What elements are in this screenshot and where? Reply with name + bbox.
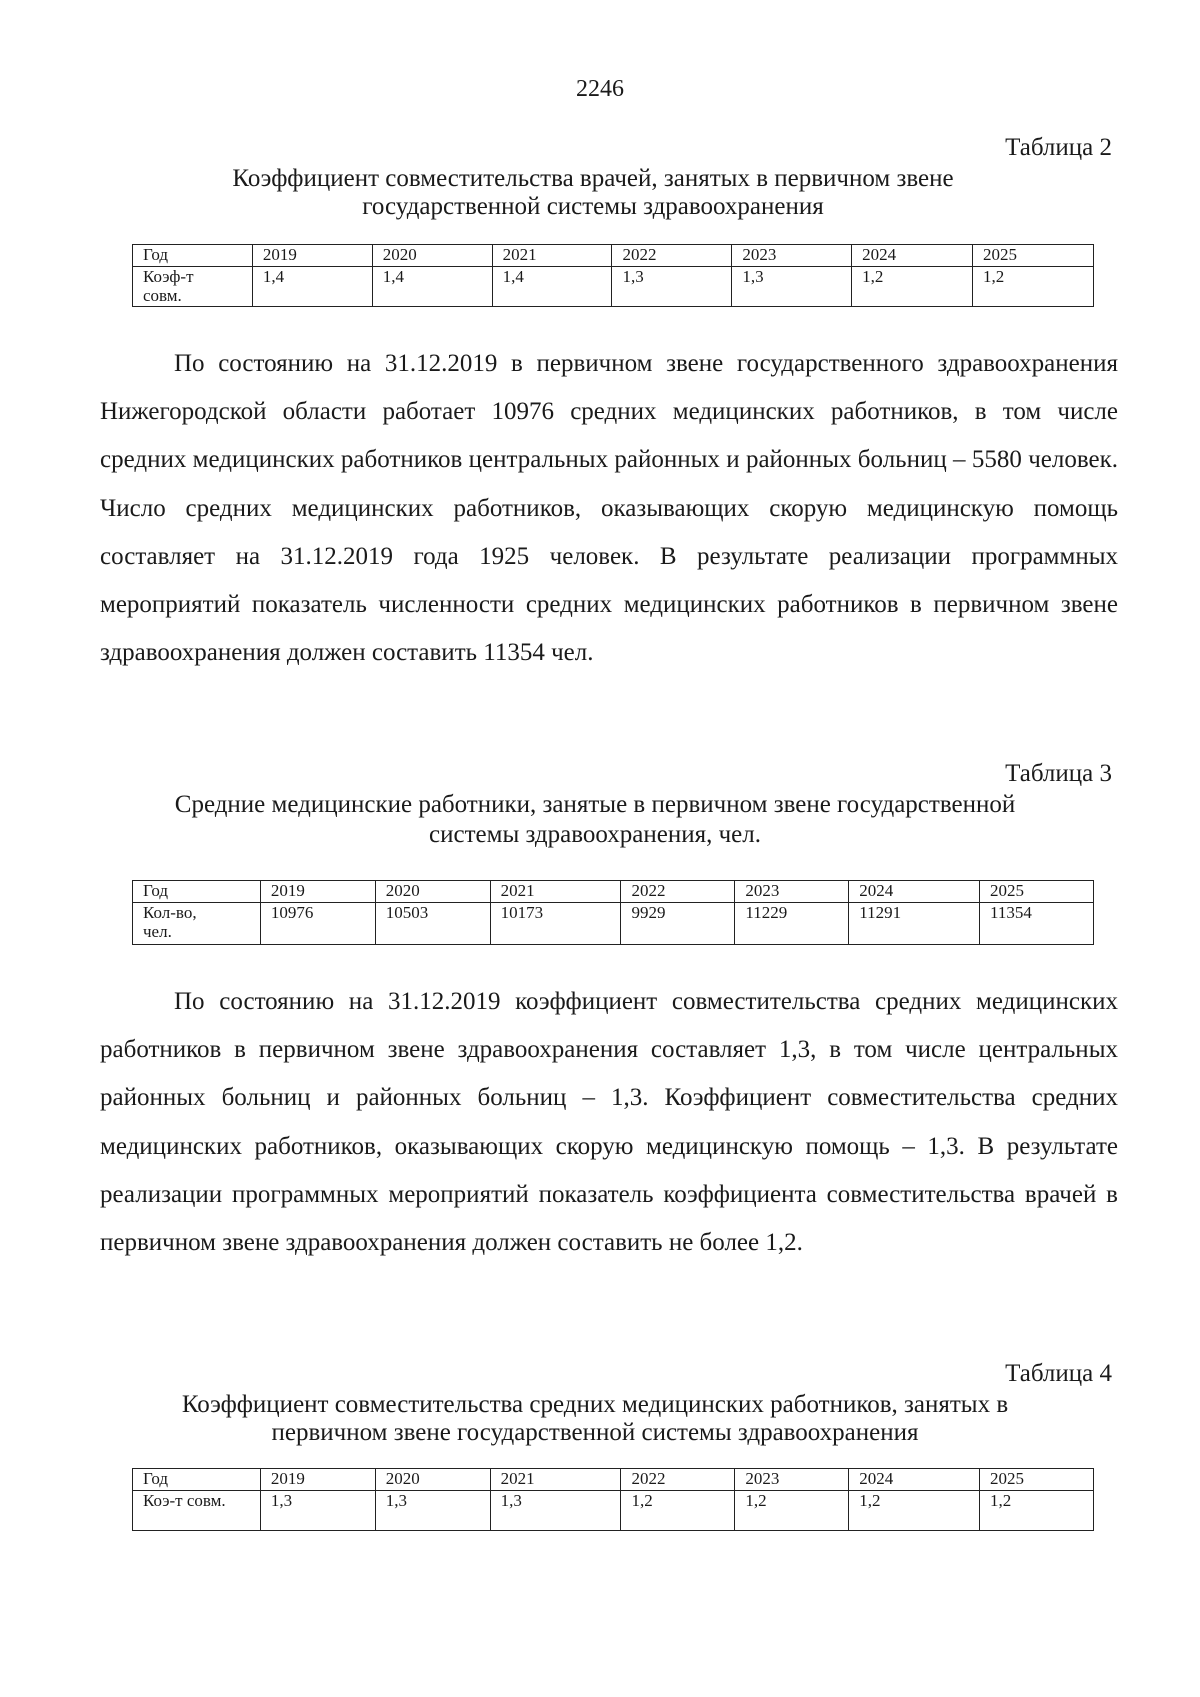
table2-caption <box>0 132 1200 220</box>
table4-value-cell: 1,2 <box>621 1491 735 1531</box>
table3-title-line2: системы здравоохранения, чел. <box>429 821 761 848</box>
table2-header-cell: 2022 <box>612 245 732 267</box>
table2-header-cell: Год <box>133 245 253 267</box>
table3-header-cell: 2023 <box>735 881 849 903</box>
table3-title-line1: Средние медицинские работники, занятые в первичном звене государственной <box>174 791 1016 818</box>
table3-header-cell: 2019 <box>260 881 375 903</box>
table4-value-cell: 1,3 <box>375 1491 490 1531</box>
table3-header-cell: 2025 <box>980 881 1094 903</box>
table3-header-row <box>133 881 1094 903</box>
paragraph-1: По состоянию на 31.12.2019 в первичном звене государственного здравоохранения Нижегородской области работает 10976 средних медицинских работников, в том числе средних медицинских работников центральных районных и районных больниц – 5580 человек. Число средних медицинских работников, оказывающих скорую медицинскую помощь составляет на 31.12.2019 года 1925 человек. В результате реализации программных мероприятий показатель численности средних медицинских работников в первичном звене здравоохранения должен составить 11354 чел. <box>100 350 1118 667</box>
table2-title-line1: Коэффициент совместительства врачей, занятых в первичном звене <box>232 165 954 192</box>
table2-label: Таблица 2 <box>1005 134 1112 161</box>
table4-value-cell: 1,3 <box>260 1491 375 1531</box>
table3-row-label-line2: чел. <box>143 922 172 941</box>
table4-caption <box>0 1358 1200 1446</box>
table3-row-label-line1: Кол-во, <box>143 903 197 922</box>
table4-header-cell: Год <box>133 1469 261 1491</box>
table3-value-cell: 11229 <box>735 903 849 945</box>
table4-title-line2: первичном звене государственной системы здравоохранения <box>271 1419 919 1446</box>
table2-value-row <box>133 267 1094 307</box>
table2-header-cell: 2021 <box>492 245 612 267</box>
table2-row-label <box>133 267 253 307</box>
table2-header-cell: 2025 <box>973 245 1094 267</box>
table2-value-cell: 1,2 <box>973 267 1094 307</box>
table4-header-cell: 2024 <box>849 1469 980 1491</box>
table4-header-row <box>133 1469 1094 1491</box>
table4-value-row <box>133 1491 1094 1531</box>
table3-header-cell: 2022 <box>621 881 735 903</box>
table4-row-label: Коэ-т совм. <box>133 1491 261 1531</box>
table2-header-cell: 2024 <box>852 245 973 267</box>
table2-value-cell: 1,4 <box>372 267 492 307</box>
page-number: 2246 <box>576 76 624 102</box>
table4-title-line1: Коэффициент совместительства средних медицинских работников, занятых в <box>181 1391 1009 1418</box>
table2-row-label-line1: Коэф-т <box>143 267 194 286</box>
table2-title-line2: государственной системы здравоохранения <box>362 193 824 220</box>
table4-header-cell: 2022 <box>621 1469 735 1491</box>
table3-value-cell: 10503 <box>375 903 490 945</box>
table4-header-cell: 2019 <box>260 1469 375 1491</box>
table3-row-label <box>133 903 261 945</box>
table3-value-cell: 11291 <box>849 903 980 945</box>
table2-header-cell: 2019 <box>252 245 372 267</box>
table2-value-cell: 1,4 <box>252 267 372 307</box>
table2-row-label-line2: совм. <box>143 286 182 305</box>
table4 <box>132 1468 1094 1531</box>
table4-value-cell: 1,2 <box>980 1491 1094 1531</box>
table3-value-cell: 10173 <box>490 903 621 945</box>
table2-value-cell: 1,4 <box>492 267 612 307</box>
table3-header-cell: Год <box>133 881 261 903</box>
table3-header-cell: 2021 <box>490 881 621 903</box>
table2-value-cell: 1,3 <box>612 267 732 307</box>
table2-value-cell: 1,2 <box>852 267 973 307</box>
table2-header-cell: 2020 <box>372 245 492 267</box>
table4-value-cell: 1,2 <box>735 1491 849 1531</box>
table4-header-cell: 2020 <box>375 1469 490 1491</box>
table4-label: Таблица 4 <box>1005 1360 1112 1387</box>
table2 <box>132 244 1094 307</box>
table3-value-cell: 11354 <box>980 903 1094 945</box>
table3-value-cell: 9929 <box>621 903 735 945</box>
table2-header-row <box>133 245 1094 267</box>
table3-caption <box>0 758 1200 850</box>
table4-header-cell: 2023 <box>735 1469 849 1491</box>
table3-value-row <box>133 903 1094 945</box>
table3-header-cell: 2024 <box>849 881 980 903</box>
table4-value-cell: 1,2 <box>849 1491 980 1531</box>
table3-label: Таблица 3 <box>1005 760 1112 787</box>
table3-header-cell: 2020 <box>375 881 490 903</box>
table4-header-cell: 2021 <box>490 1469 621 1491</box>
table4-header-cell: 2025 <box>980 1469 1094 1491</box>
table2-value-cell: 1,3 <box>732 267 852 307</box>
table2-header-cell: 2023 <box>732 245 852 267</box>
paragraph-2: По состоянию на 31.12.2019 коэффициент совместительства средних медицинских работников в первичном звене здравоохранения составляет 1,3, в том числе центральных районных больниц и районных больниц – 1,3. Коэффициент совместительства средних медицинских работников, оказывающих скорую медицинскую помощь – 1,3. В результате реализации программных мероприятий показатель коэффициента совместительства врачей в первичном звене здравоохранения должен составить не более 1,2. <box>100 988 1118 1257</box>
table4-value-cell: 1,3 <box>490 1491 621 1531</box>
table3 <box>132 880 1094 945</box>
table3-value-cell: 10976 <box>260 903 375 945</box>
